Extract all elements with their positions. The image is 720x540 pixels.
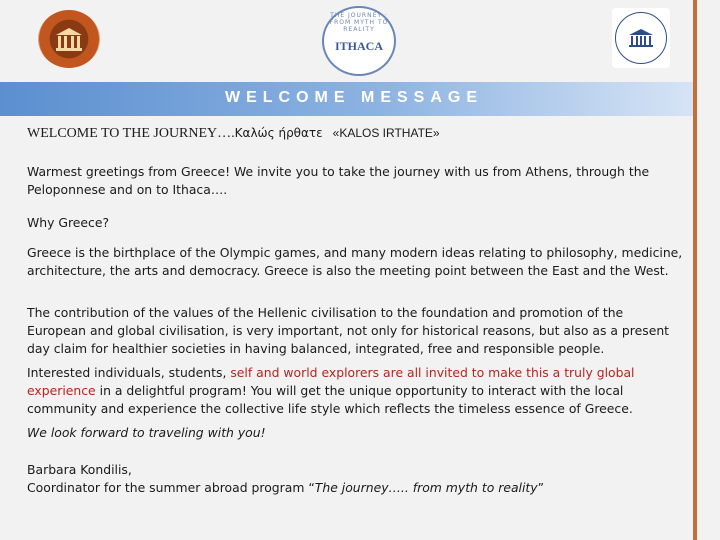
logo-ring-text: THE JOURNEY · FROM MYTH TO REALITY [329,12,389,33]
heading-greek: Καλώς ήρθατε [234,126,323,140]
program-name: The journey….. from myth to reality [314,480,538,495]
paragraph-contribution: The contribution of the values of the Hellenic civilisation to the foundation and promotion of the European and global civilisation, is very important, not only for historical reasons, but also as a present day claim for healthier societies in having balanced, integrated, free and responsible people. [27,305,670,356]
ithaca-journey-logo [322,6,396,76]
signature-title-start: Coordinator for the summer abroad program “ [27,480,315,495]
invitation-start: Interested individuals, students, [27,365,231,380]
signature-block [27,461,685,497]
invitation-end: in a delightful program! You will get the unique opportunity to interact with the local community and experience the collective life style which reflects the timeless essence of Greece. [27,383,633,416]
signature-name: Barbara Kondilis, [27,462,132,477]
paragraph-invitation [27,364,685,418]
page-title: WELCOME MESSAGE [225,89,484,106]
welcome-heading [27,126,440,142]
invitation-highlight: self and world explorers are all invited to make this a truly global experience [27,365,635,398]
signature-title [27,479,685,497]
logo-ithaca-word: ITHACA [334,38,383,53]
right-edge-rule [693,0,697,540]
paragraph-greetings: Warmest greetings from Greece! We invite you to take the journey with us from Athens, through the Peloponnese and on to Ithaca…. [27,164,650,197]
signature-title-end: ” [537,480,545,495]
paragraph-why-greece: Why Greece? [27,215,110,230]
right-logo [612,8,670,68]
paragraph-look-forward: We look forward to traveling with you! [27,425,266,440]
temple-icon [54,26,84,52]
left-logo [38,10,100,68]
paragraph-birthplace: Greece is the birthplace of the Olympic games, and many modern ideas relating to philosophy, medicine, architecture, the arts and democracy. Greece is also the meeting point between the East and the West. [27,245,683,278]
heading-kalos: «KALOS IRTHATE» [332,126,440,140]
institution-seal-icon [615,12,667,64]
heading-main: WELCOME TO THE JOURNEY…. [27,126,235,141]
